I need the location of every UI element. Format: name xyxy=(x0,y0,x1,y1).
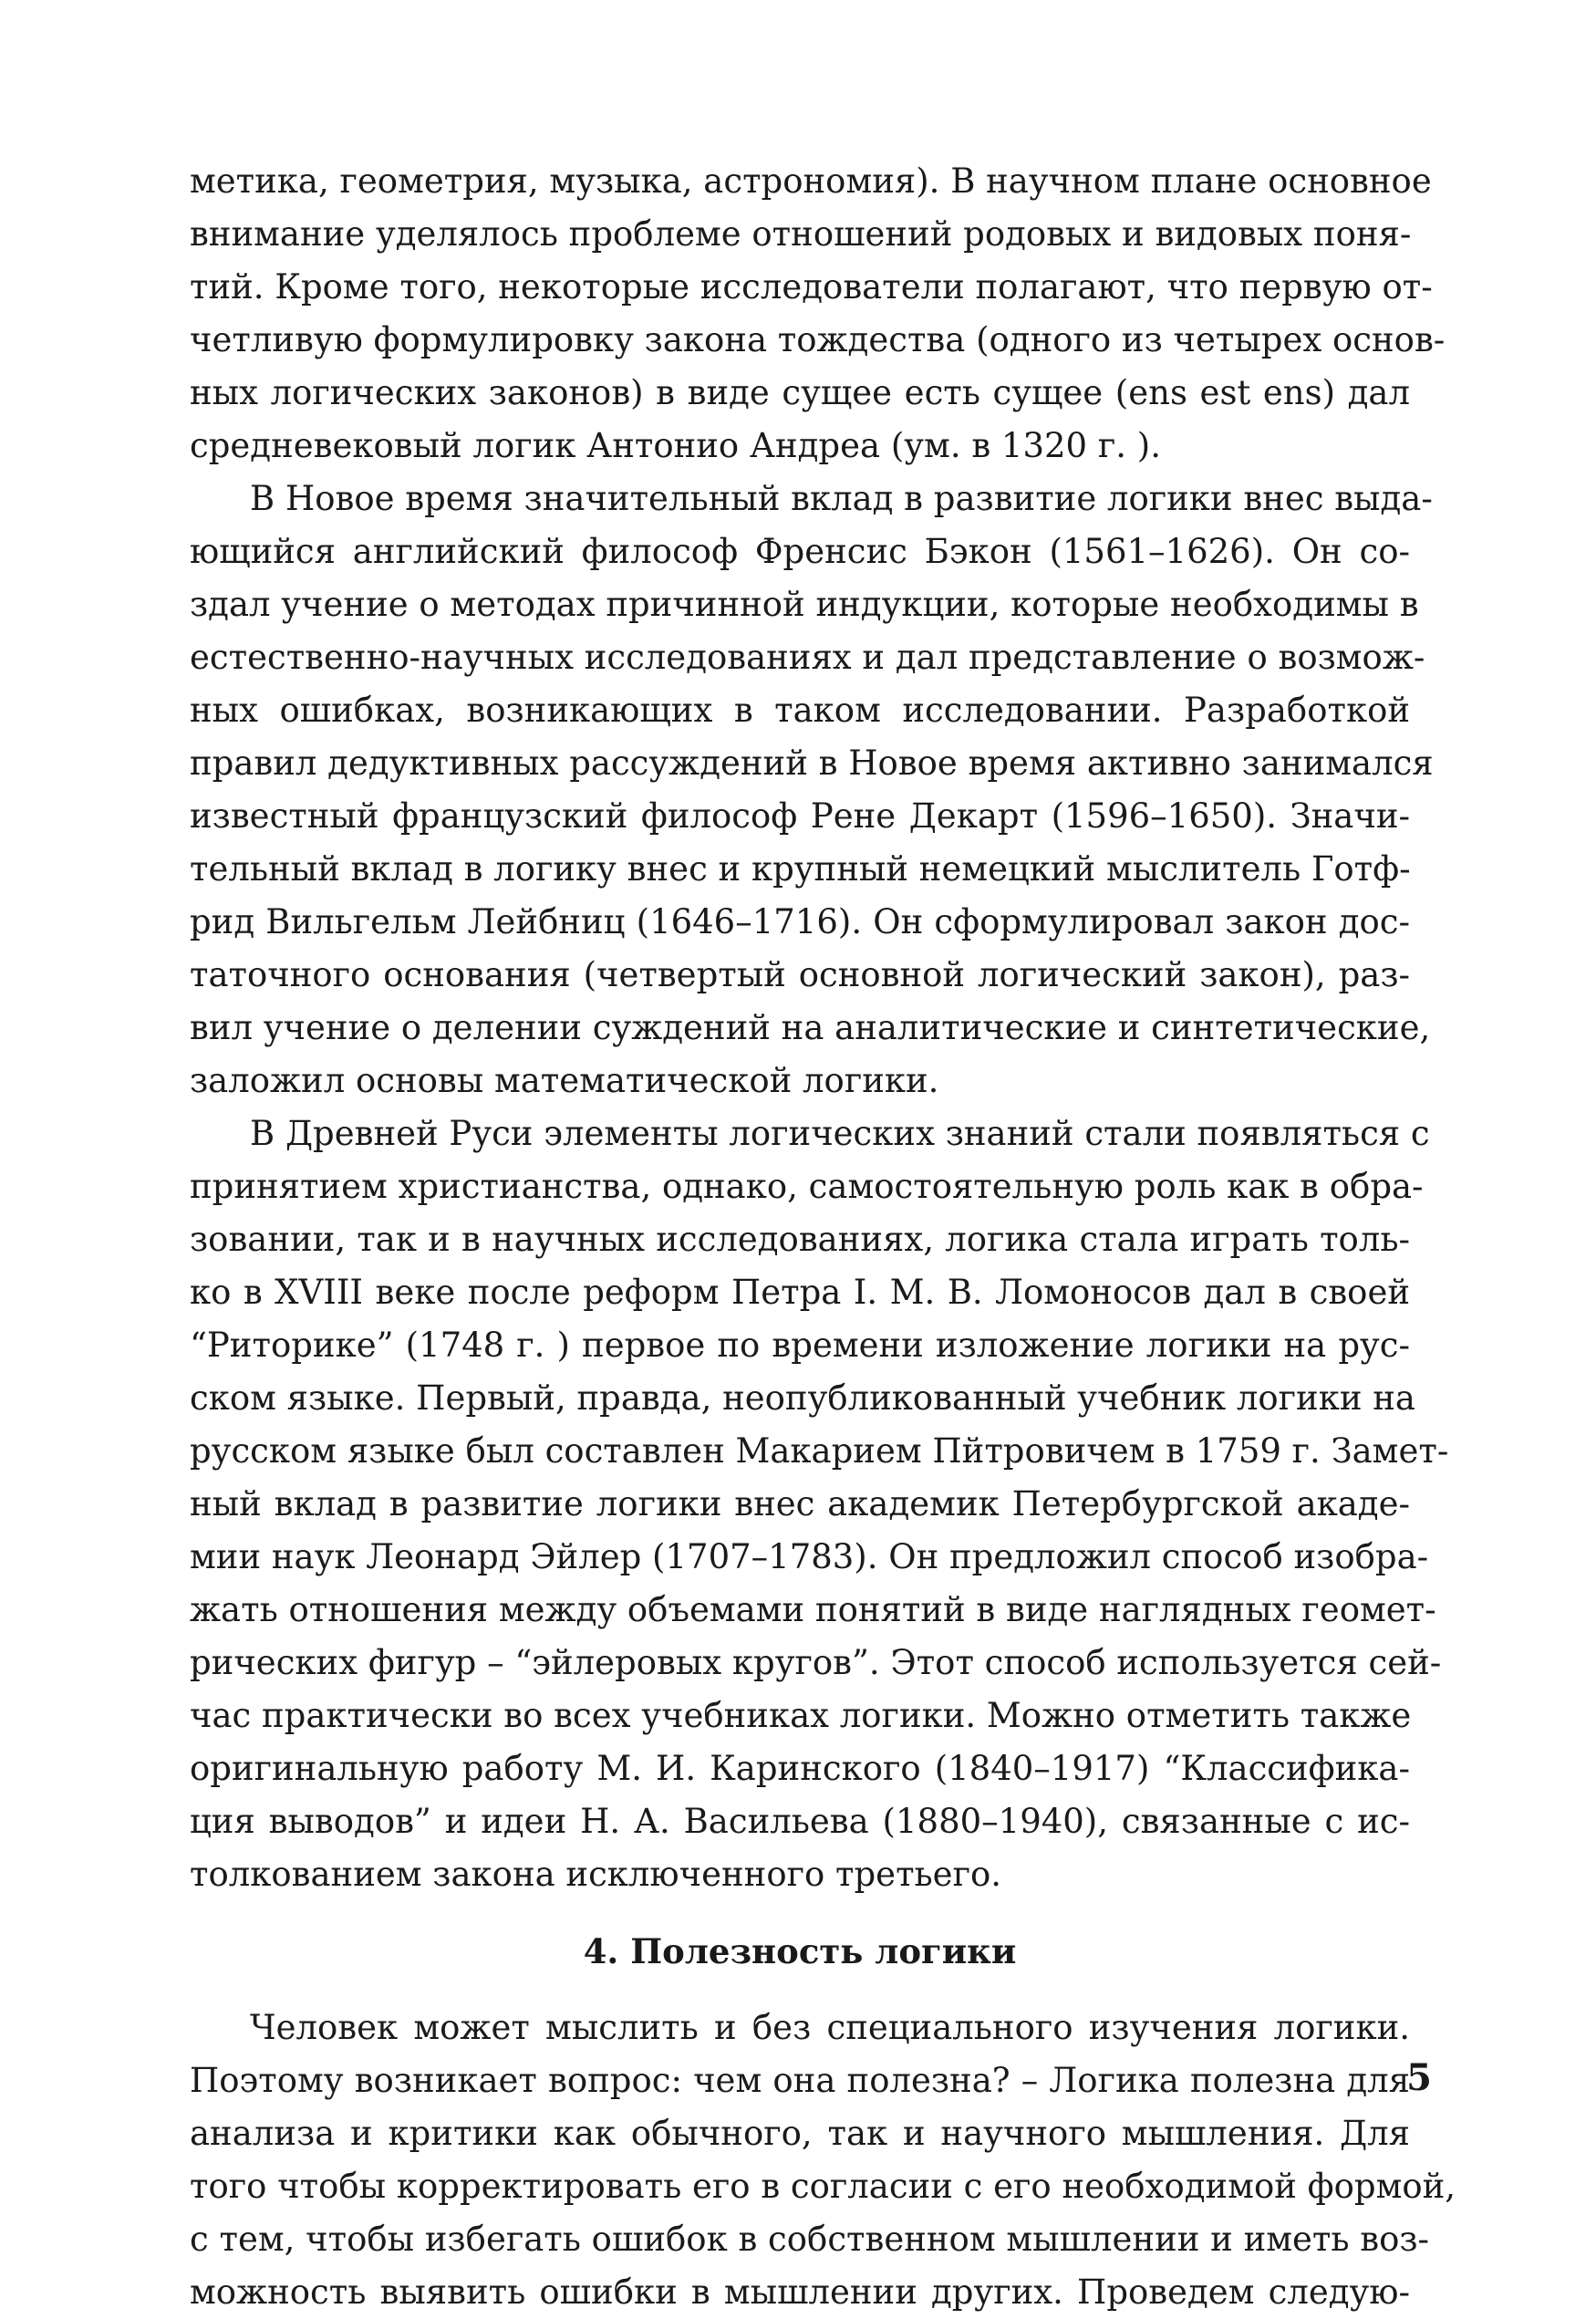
text-line: с тем, чтобы избегать ошибок в собственном мышлении и иметь воз- xyxy=(190,2220,1430,2259)
text-line: толкованием закона исключенного третьего. xyxy=(190,1855,1002,1894)
text-line: четливую формулировку закона тождества (одного из четырех основ- xyxy=(190,320,1446,359)
text-line: В Древней Руси элементы логических знаний стали появляться с xyxy=(250,1114,1430,1153)
text-line: таточного основания (четвертый основной логический закон), раз- xyxy=(190,955,1410,994)
text-line: того чтобы корректировать его в согласии с его необходимой формой, xyxy=(190,2167,1456,2206)
text-line: ция выводов” и идеи Н. А. Васильева (1880–1940), связанные с ис- xyxy=(190,1802,1410,1841)
text-line: рид Вильгельм Лейбниц (1646–1716). Он сформулировал закон дос- xyxy=(190,902,1410,941)
text-line: правил дедуктивных рассуждений в Новое время активно занимался xyxy=(190,744,1434,783)
text-line: тельный вклад в логику внес и крупный немецкий мыслитель Готф- xyxy=(190,849,1411,889)
text-line: ных логических законов) в виде сущее есть сущее (ens est ens) дал xyxy=(190,373,1410,412)
text-line: русском языке был составлен Макарием Пйтровичем в 1759 г. Замет- xyxy=(190,1431,1449,1471)
text-line: Поэтому возникает вопрос: чем она полезна? – Логика полезна для xyxy=(190,2061,1410,2100)
text-line: ском языке. Первый, правда, неопубликованный учебник логики на xyxy=(190,1378,1415,1418)
section-gap xyxy=(190,1901,1410,1925)
text-line: ющийся английский философ Френсис Бэкон (1561–1626). Он со- xyxy=(190,532,1410,571)
text-line: анализа и критики как обычного, так и научного мышления. Для xyxy=(190,2114,1410,2153)
text-line: ных ошибках, возникающих в таком исследовании. Разработкой xyxy=(190,691,1410,730)
text-line: “Риторике” (1748 г. ) первое по времени изложение логики на рус- xyxy=(190,1326,1410,1365)
text-line: зовании, так и в научных исследованиях, логика стала играть толь- xyxy=(190,1220,1410,1259)
text-line: час практически во всех учебниках логики. Можно отметить также xyxy=(190,1696,1412,1735)
text-line: рических фигур – “эйлеровых кругов”. Этот способ используется сей- xyxy=(190,1643,1442,1682)
text-line: внимание уделялось проблеме отношений родовых и видовых поня- xyxy=(190,214,1412,254)
text-line: жать отношения между объемами понятий в виде наглядных геомет- xyxy=(190,1590,1436,1629)
text-line: В Новое время значительный вклад в развитие логики внес выда- xyxy=(250,479,1433,518)
text-line: средневековый логик Антонио Андреа (ум. в 1320 г. ). xyxy=(190,426,1161,465)
page-number: 5 xyxy=(1406,2056,1432,2099)
text-line: ко в XVIII веке после реформ Петра I. М. В. Ломоносов дал в своей xyxy=(190,1273,1410,1312)
text-line: Человек может мыслить и без специального изучения логики. xyxy=(250,2008,1410,2047)
text-line: естественно-научных исследованиях и дал представление о возмож- xyxy=(190,638,1425,677)
body-text xyxy=(190,155,1456,2319)
text-line: заложил основы математической логики. xyxy=(190,1061,939,1100)
section-heading: 4. Полезность логики xyxy=(583,1931,1017,1971)
text-line: вил учение о делении суждений на аналитические и синтетические, xyxy=(190,1008,1431,1047)
text-line: тий. Кроме того, некоторые исследователи полагают, что первую от- xyxy=(190,267,1433,307)
text-line: оригинальную работу М. И. Каринского (1840–1917) “Классифика- xyxy=(190,1749,1410,1788)
text-line: ный вклад в развитие логики внес академик Петербургской акаде- xyxy=(190,1484,1410,1523)
section-gap xyxy=(190,1978,1410,2002)
text-line: здал учение о методах причинной индукции, которые необходимы в xyxy=(190,585,1419,624)
text-line: мии наук Леонард Эйлер (1707–1783). Он предложил способ изобра- xyxy=(190,1537,1429,1576)
text-line: можность выявить ошибки в мышлении других. Проведем следую- xyxy=(190,2272,1410,2312)
text-line: известный французский философ Рене Декарт (1596–1650). Значи- xyxy=(190,796,1410,836)
text-line: метика, геометрия, музыка, астрономия). В научном плане основное xyxy=(190,161,1432,201)
text-line: принятием христианства, однако, самостоятельную роль как в обра- xyxy=(190,1167,1424,1206)
